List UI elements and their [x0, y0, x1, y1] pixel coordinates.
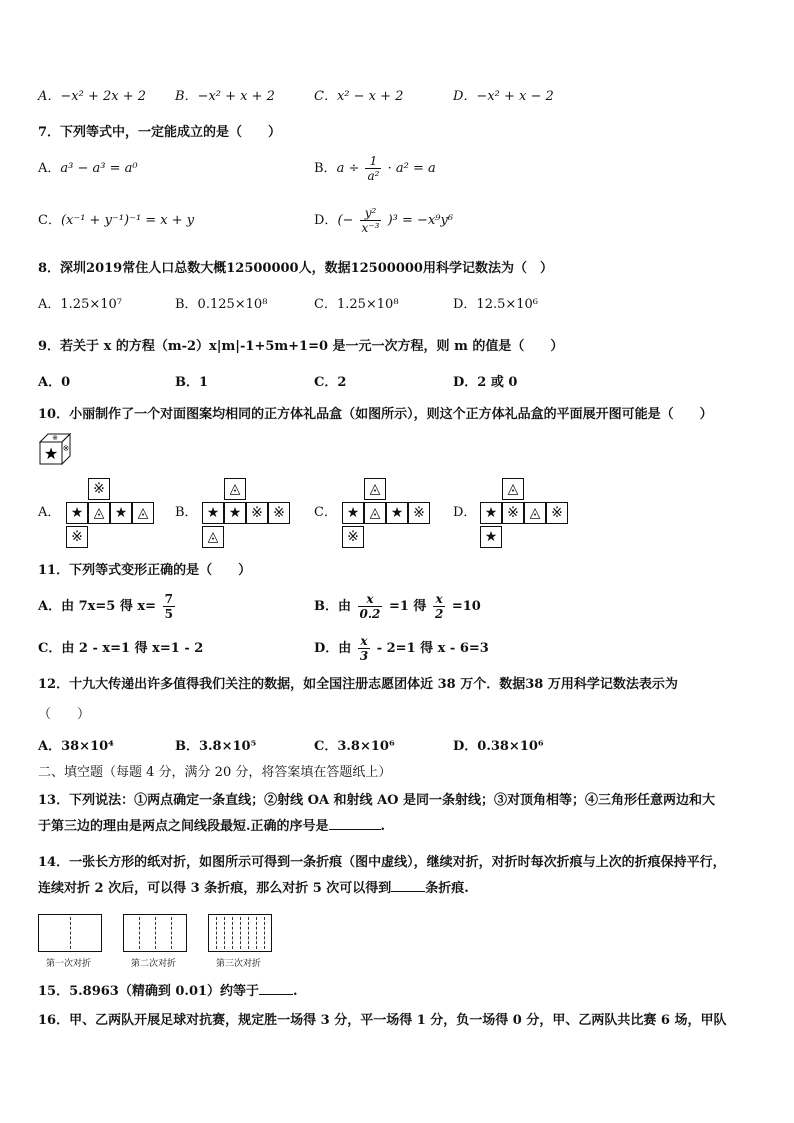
net-cell-star-icon: ★: [386, 502, 408, 524]
fold-figure-1: [38, 914, 102, 952]
q6-option-b: B．−x² + x + 2: [175, 89, 275, 104]
q6-option-c: C．x² − x + 2: [314, 89, 404, 104]
net-cell-star-icon: ★: [342, 502, 364, 524]
q11-option-b: B．由 $\frac{x}{0.2}$ =1 得 $\frac{x}{2}$ =10: [314, 592, 481, 621]
q13-text: 13．下列说法：①两点确定一条直线；②射线 OA 和射线 AO 是同一条射线；③对顶角相等；④三角形任意两边和大 于第三边的理由是两点之间线段最短.正确的序号是 .: [38, 793, 716, 834]
q15-text: 15．5.8963（精确到 0.01）约等于 .: [38, 980, 298, 1001]
net-d: [480, 478, 576, 550]
net-cell-star-icon: ★: [110, 502, 132, 524]
q14-answer-blank[interactable]: [391, 877, 425, 892]
q10-stem: 10．小丽制作了一个对面图案均相同的正方体礼品盒（如图所示），则这个正方体礼品盒的平面展开图可能是（ ）: [38, 407, 713, 422]
q9-option-a: A．0: [38, 375, 71, 390]
q12-option-b: B．3.8×10⁵: [175, 739, 257, 754]
q13-answer-blank[interactable]: [329, 815, 381, 830]
net-cell-circle-triangle-icon: ◬: [364, 478, 386, 500]
svg-text:★: ★: [43, 444, 59, 463]
net-cell-star-icon: ★: [202, 502, 224, 524]
net-cell-star-icon: ★: [224, 502, 246, 524]
q8-stem: 8．深圳2019常住人口总数大概12500000人，数据12500000用科学记数法为（ ）: [38, 261, 553, 276]
q10-option-b-label: B．: [175, 505, 198, 520]
q8-option-b: B．0.125×10⁸: [175, 297, 268, 312]
fold-figure-3: [208, 914, 272, 952]
net-cell-circle-triangle-icon: ◬: [364, 502, 386, 524]
q12-paren: （ ）: [38, 707, 91, 722]
fold-figure-2: [123, 914, 187, 952]
net-cell-circle-triangle-icon: ◬: [524, 502, 546, 524]
q10-option-a-label: A．: [38, 505, 61, 520]
section-2-heading: 二、填空题（每题 4 分，满分 20 分，将答案填在答题纸上）: [38, 765, 392, 780]
net-cell-circle-triangle-icon: ◬: [88, 502, 110, 524]
q8-option-a: A．1.25×10⁷: [38, 297, 122, 312]
q7-option-d: D．(− $\frac{\text{y²}}{\text{x⁻³}}$ )³ = −x⁹y⁶: [314, 206, 454, 235]
q10-option-d-label: D．: [453, 505, 477, 520]
q11-option-a: A．由 7x=5 得 x= $\frac{7}{5}$: [38, 592, 173, 621]
q11-stem: 11．下列等式变形正确的是（ ）: [38, 563, 252, 578]
q7-stem: 7．下列等式中，一定能成立的是（ ）: [38, 125, 282, 140]
q7-option-c: C．(x⁻¹ + y⁻¹)⁻¹ = x + y: [38, 213, 195, 228]
net-cell-cross-icon: ※: [246, 502, 268, 524]
net-cell-cross-icon: ※: [342, 526, 364, 548]
q9-option-c: C．2: [314, 375, 347, 390]
net-cell-circle-triangle-icon: ◬: [224, 478, 246, 500]
q11-option-d: D．由 $\frac{x}{3}$ - 2=1 得 x - 6=3: [314, 634, 489, 663]
fold-caption-1: 第一次对折: [46, 959, 92, 969]
q10-option-c-label: C．: [314, 505, 337, 520]
net-cell-cross-icon: ※: [546, 502, 568, 524]
q11-option-c: C．由 2 - x=1 得 x=1 - 2: [38, 641, 204, 656]
net-a: [66, 478, 162, 550]
q7-option-a: A．a³ − a³ = a⁰: [38, 161, 138, 176]
q12-option-d: D．0.38×10⁶: [453, 739, 544, 754]
net-cell-circle-triangle-icon: ◬: [132, 502, 154, 524]
q9-stem: 9．若关于 x 的方程（m-2）x|m|-1+5m+1=0 是一元一次方程，则 m 的值是（ ）: [38, 339, 564, 354]
fold-caption-3: 第三次对折: [216, 959, 262, 969]
net-cell-circle-triangle-icon: ◬: [502, 478, 524, 500]
q9-option-d: D．2 或 0: [453, 375, 518, 390]
svg-text:※: ※: [52, 434, 58, 442]
net-cell-cross-icon: ※: [66, 526, 88, 548]
q8-option-d: D．12.5×10⁶: [453, 297, 539, 312]
q12-option-c: C．3.8×10⁶: [314, 739, 395, 754]
q9-option-b: B．1: [175, 375, 209, 390]
q8-option-c: C．1.25×10⁸: [314, 297, 399, 312]
net-c: [342, 478, 438, 550]
q16-text: 16．甲、乙两队开展足球对抗赛，规定胜一场得 3 分，平一场得 1 分，负一场得 0 分，甲、乙两队共比赛 6 场，甲队: [38, 1013, 727, 1028]
net-cell-cross-icon: ※: [502, 502, 524, 524]
svg-text:※: ※: [62, 444, 70, 453]
net-cell-cross-icon: ※: [268, 502, 290, 524]
net-b: [202, 478, 298, 550]
q6-option-a: A．−x² + 2x + 2: [38, 89, 147, 104]
net-cell-cross-icon: ※: [408, 502, 430, 524]
net-cell-star-icon: ★: [66, 502, 88, 524]
cube-figure: [38, 432, 72, 466]
q14-text: 14．一张长方形的纸对折，如图所示可得到一条折痕（图中虚线），继续对折，对折时每次折痕与上次的折痕保持平行， 连续对折 2 次后，可以得 3 条折痕，那么对折 5 次可以得到 条折痕.: [38, 855, 726, 896]
fold-caption-2: 第二次对折: [131, 959, 177, 969]
net-cell-star-icon: ★: [480, 526, 502, 548]
q12-stem: 12．十九大传递出许多值得我们关注的数据，如全国注册志愿团体近 38 万个．数据38 万用科学记数法表示为: [38, 677, 678, 692]
net-cell-star-icon: ★: [480, 502, 502, 524]
net-cell-cross-icon: ※: [88, 478, 110, 500]
net-cell-circle-triangle-icon: ◬: [202, 526, 224, 548]
q7-option-b: B．a ÷ $\frac{1}{\text{a²}}$ · a² = a: [314, 154, 436, 183]
q15-answer-blank[interactable]: [259, 980, 293, 995]
q6-option-d: D．−x² + x − 2: [453, 89, 554, 104]
q12-option-a: A．38×10⁴: [38, 739, 114, 754]
